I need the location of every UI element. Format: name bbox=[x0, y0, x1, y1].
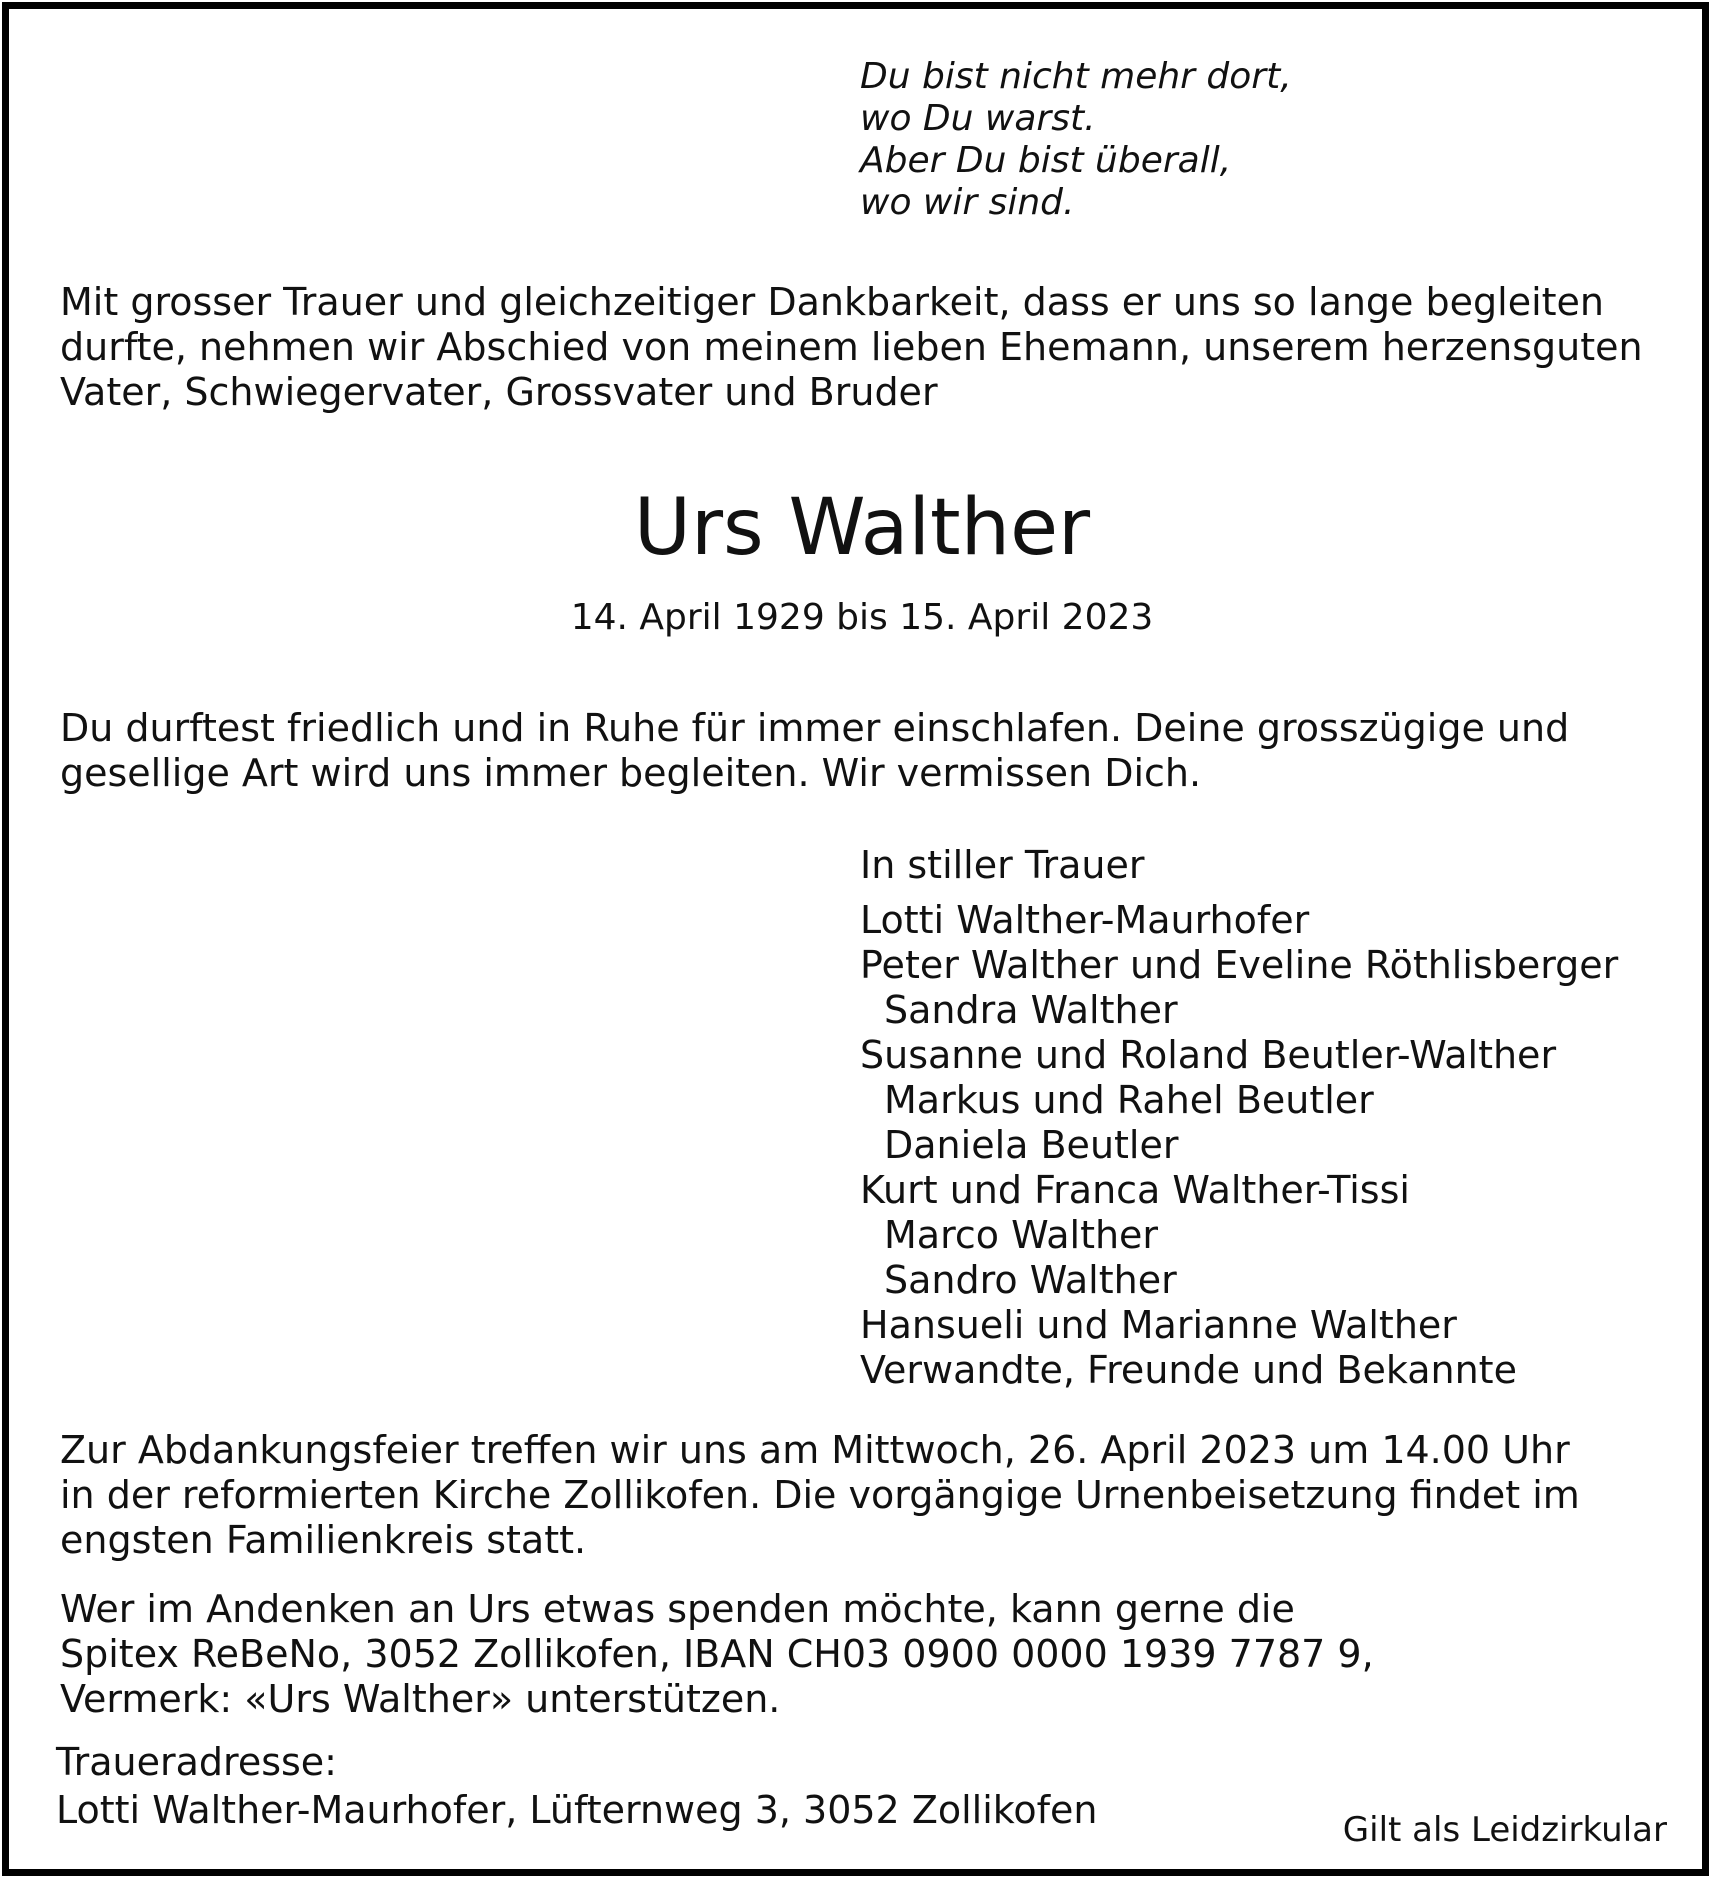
mourner-name: Sandra Walther bbox=[884, 988, 1178, 1032]
intro-line: Vater, Schwiegervater, Grossvater und Bruder bbox=[60, 370, 938, 414]
farewell-line: Du durftest friedlich und in Ruhe für immer einschlafen. Deine grosszügige und bbox=[60, 706, 1570, 750]
donation-line: Wer im Andenken an Urs etwas spenden möchte, kann gerne die bbox=[60, 1587, 1295, 1631]
mourner-name: Lotti Walther-Maurhofer bbox=[860, 898, 1310, 942]
ceremony-line: in der reformierten Kirche Zollikofen. Die vorgängige Urnenbeisetzung findet im bbox=[60, 1473, 1580, 1517]
mourners-heading: In stiller Trauer bbox=[860, 843, 1145, 887]
mourner-name: Peter Walther und Eveline Röthlisberger bbox=[860, 943, 1619, 987]
intro-line: durfte, nehmen wir Abschied von meinem lieben Ehemann, unserem herzensguten bbox=[60, 325, 1643, 369]
mourner-name: Verwandte, Freunde und Bekannte bbox=[860, 1348, 1517, 1392]
donation-line: Vermerk: «Urs Walther» unterstützen. bbox=[60, 1677, 781, 1721]
intro-line: Mit grosser Trauer und gleichzeitiger Dankbarkeit, dass er uns so lange begleiten bbox=[60, 280, 1604, 324]
poem-line: wo Du warst. bbox=[860, 98, 1096, 139]
intro-paragraph bbox=[60, 280, 1643, 415]
poem-line: Du bist nicht mehr dort, bbox=[860, 56, 1292, 97]
farewell-line: gesellige Art wird uns immer begleiten. Wir vermissen Dich. bbox=[60, 751, 1202, 795]
circular-note: Gilt als Leidzirkular bbox=[1342, 1810, 1667, 1850]
life-dates: 14. April 1929 bis 15. April 2023 bbox=[570, 597, 1154, 638]
mourner-name: Hansueli und Marianne Walther bbox=[860, 1303, 1457, 1347]
mourner-name: Markus und Rahel Beutler bbox=[884, 1078, 1374, 1122]
deceased-name: Urs Walther bbox=[633, 483, 1091, 573]
farewell-paragraph bbox=[60, 706, 1569, 796]
donation-line: Spitex ReBeNo, 3052 Zollikofen, IBAN CH03 0900 0000 1939 7787 9, bbox=[60, 1632, 1374, 1676]
poem-line: wo wir sind. bbox=[860, 182, 1075, 223]
mourner-name: Sandro Walther bbox=[884, 1258, 1177, 1302]
address-label: Traueradresse: bbox=[56, 1740, 337, 1784]
poem-line: Aber Du bist überall, bbox=[860, 140, 1232, 181]
mourning-address bbox=[56, 1738, 1098, 1834]
ceremony-line: engsten Familienkreis statt. bbox=[60, 1518, 587, 1562]
mourners-list bbox=[860, 898, 1618, 1393]
mourner-name: Daniela Beutler bbox=[884, 1123, 1179, 1167]
mourner-name: Marco Walther bbox=[884, 1213, 1159, 1257]
ceremony-line: Zur Abdankungsfeier treffen wir uns am Mittwoch, 26. April 2023 um 14.00 Uhr bbox=[60, 1428, 1570, 1472]
mourner-name: Susanne und Roland Beutler-Walther bbox=[860, 1033, 1557, 1077]
ceremony-paragraph bbox=[60, 1428, 1580, 1563]
donation-paragraph bbox=[60, 1587, 1374, 1722]
mourner-name: Kurt und Franca Walther-Tissi bbox=[860, 1168, 1410, 1212]
address-value: Lotti Walther-Maurhofer, Lüfternweg 3, 3052 Zollikofen bbox=[56, 1788, 1098, 1832]
poem bbox=[860, 56, 1292, 224]
